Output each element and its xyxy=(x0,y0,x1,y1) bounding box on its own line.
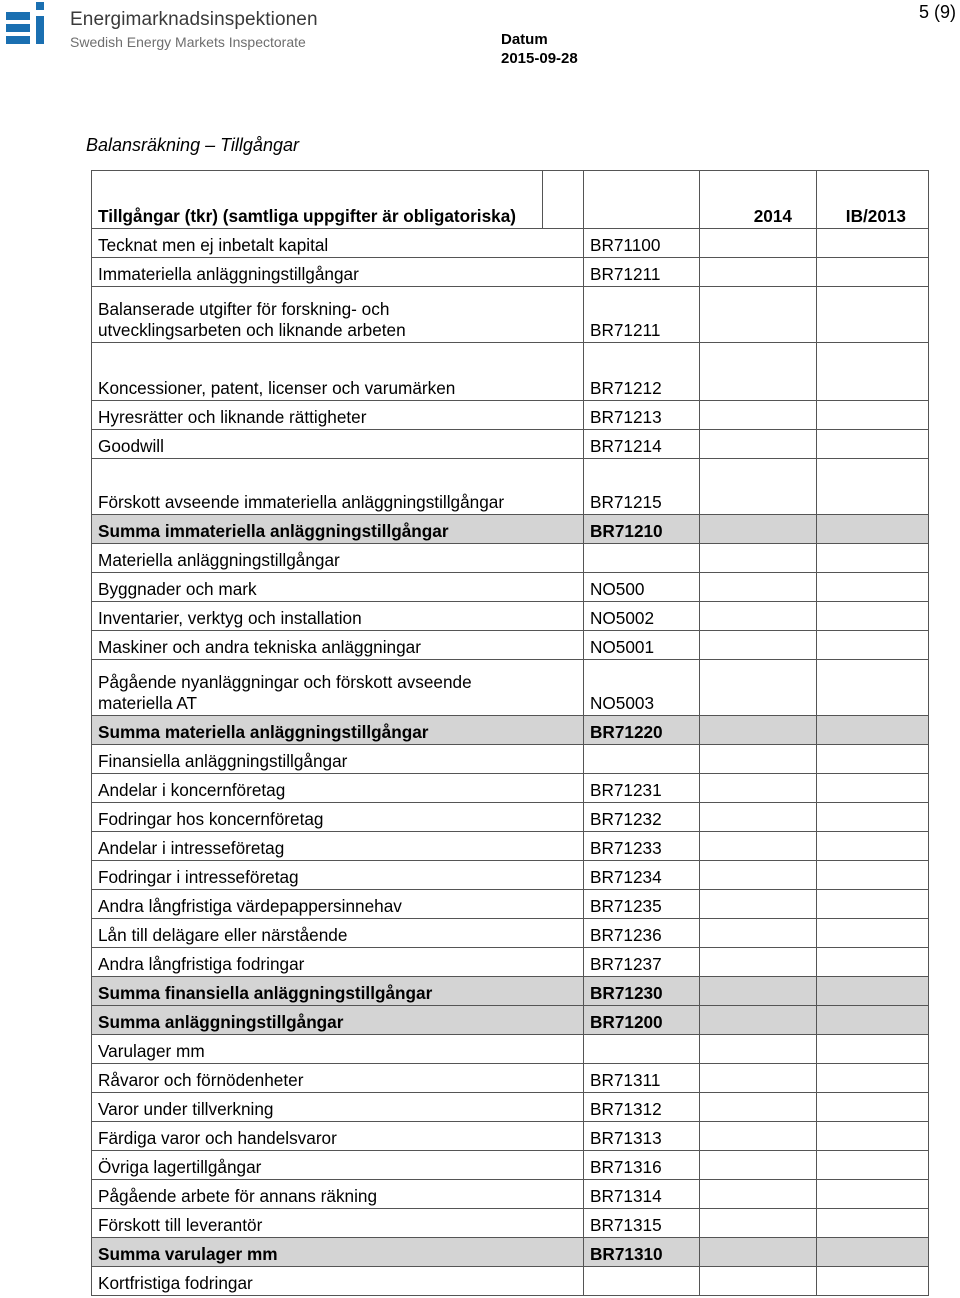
row-label: Fodringar hos koncernföretag xyxy=(92,803,584,832)
row-code: BR71232 xyxy=(584,803,700,832)
row-value-2014 xyxy=(700,401,817,430)
row-label: Varulager mm xyxy=(92,1035,584,1064)
row-code: BR71212 xyxy=(584,343,700,401)
row-value-2014 xyxy=(700,343,817,401)
row-value-ib2013 xyxy=(817,287,929,343)
row-code: BR71237 xyxy=(584,948,700,977)
date-label: Datum xyxy=(501,31,548,48)
table-row xyxy=(92,401,929,430)
row-value-ib2013 xyxy=(817,861,929,890)
row-value-ib2013 xyxy=(817,660,929,716)
table-row xyxy=(92,1209,929,1238)
row-code: BR71234 xyxy=(584,861,700,890)
row-code: BR71200 xyxy=(584,1006,700,1035)
row-code: NO500 xyxy=(584,573,700,602)
header-ib2013: IB/2013 xyxy=(817,171,929,229)
row-code: NO5003 xyxy=(584,660,700,716)
row-value-2014 xyxy=(700,803,817,832)
row-label: Hyresrätter och liknande rättigheter xyxy=(92,401,584,430)
row-code: BR71313 xyxy=(584,1122,700,1151)
row-value-ib2013 xyxy=(817,459,929,515)
row-value-ib2013 xyxy=(817,1209,929,1238)
table-row xyxy=(92,1064,929,1093)
row-value-ib2013 xyxy=(817,977,929,1006)
row-value-2014 xyxy=(700,1180,817,1209)
row-value-ib2013 xyxy=(817,229,929,258)
row-value-2014 xyxy=(700,745,817,774)
row-value-ib2013 xyxy=(817,1006,929,1035)
row-value-ib2013 xyxy=(817,1238,929,1267)
table-row xyxy=(92,430,929,459)
row-value-2014 xyxy=(700,1006,817,1035)
table-row xyxy=(92,1122,929,1151)
header-code xyxy=(584,171,700,229)
row-label: Andra långfristiga fodringar xyxy=(92,948,584,977)
row-value-2014 xyxy=(700,229,817,258)
header-2014: 2014 xyxy=(700,171,817,229)
row-label: Pågående arbete för annans räkning xyxy=(92,1180,584,1209)
table-row xyxy=(92,343,929,401)
row-value-ib2013 xyxy=(817,803,929,832)
table-row xyxy=(92,573,929,602)
row-label: Övriga lagertillgångar xyxy=(92,1151,584,1180)
table-row xyxy=(92,832,929,861)
row-value-2014 xyxy=(700,1238,817,1267)
row-value-2014 xyxy=(700,861,817,890)
row-code: BR71233 xyxy=(584,832,700,861)
row-label: Balanserade utgifter för forskning- och utvecklingsarbeten och liknande arbeten xyxy=(92,287,584,343)
row-value-ib2013 xyxy=(817,602,929,631)
row-label: Lån till delägare eller närstående xyxy=(92,919,584,948)
row-label: Tecknat men ej inbetalt kapital xyxy=(92,229,584,258)
row-value-2014 xyxy=(700,544,817,573)
row-code: BR71230 xyxy=(584,977,700,1006)
row-code: BR71311 xyxy=(584,1064,700,1093)
row-value-2014 xyxy=(700,716,817,745)
logo-icon xyxy=(6,2,58,48)
row-value-ib2013 xyxy=(817,1064,929,1093)
row-value-2014 xyxy=(700,631,817,660)
row-value-ib2013 xyxy=(817,631,929,660)
table-row xyxy=(92,1151,929,1180)
row-value-ib2013 xyxy=(817,716,929,745)
row-label: Materiella anläggningstillgångar xyxy=(92,544,584,573)
row-label: Inventarier, verktyg och installation xyxy=(92,602,584,631)
table-row xyxy=(92,803,929,832)
row-label: Immateriella anläggningstillgångar xyxy=(92,258,584,287)
table-row xyxy=(92,229,929,258)
row-value-2014 xyxy=(700,287,817,343)
table-row xyxy=(92,861,929,890)
row-code xyxy=(584,544,700,573)
row-value-2014 xyxy=(700,258,817,287)
row-value-ib2013 xyxy=(817,745,929,774)
row-code: BR71210 xyxy=(584,515,700,544)
row-code: BR71236 xyxy=(584,919,700,948)
row-value-2014 xyxy=(700,1093,817,1122)
row-label: Varor under tillverkning xyxy=(92,1093,584,1122)
row-value-2014 xyxy=(700,977,817,1006)
row-value-2014 xyxy=(700,1151,817,1180)
row-label: Summa materiella anläggningstillgångar xyxy=(92,716,584,745)
row-label: Förskott till leverantör xyxy=(92,1209,584,1238)
row-value-2014 xyxy=(700,832,817,861)
row-value-2014 xyxy=(700,660,817,716)
table-row xyxy=(92,977,929,1006)
row-label: Summa finansiella anläggningstillgångar xyxy=(92,977,584,1006)
row-code: BR71211 xyxy=(584,287,700,343)
row-label: Fodringar i intresseföretag xyxy=(92,861,584,890)
row-code: BR71315 xyxy=(584,1209,700,1238)
table-row xyxy=(92,602,929,631)
header-label: Tillgångar (tkr) (samtliga uppgifter är obligatoriska) xyxy=(92,171,543,229)
table-row xyxy=(92,459,929,515)
row-value-ib2013 xyxy=(817,343,929,401)
table-row xyxy=(92,631,929,660)
table-row xyxy=(92,1238,929,1267)
row-code: NO5001 xyxy=(584,631,700,660)
row-value-ib2013 xyxy=(817,544,929,573)
row-value-2014 xyxy=(700,1064,817,1093)
row-value-2014 xyxy=(700,919,817,948)
row-label: Goodwill xyxy=(92,430,584,459)
row-value-2014 xyxy=(700,430,817,459)
row-code: BR71231 xyxy=(584,774,700,803)
row-code: BR71312 xyxy=(584,1093,700,1122)
row-label: Finansiella anläggningstillgångar xyxy=(92,745,584,774)
table-row xyxy=(92,1267,929,1296)
row-value-2014 xyxy=(700,1209,817,1238)
table-row xyxy=(92,948,929,977)
row-value-2014 xyxy=(700,948,817,977)
row-label: Färdiga varor och handelsvaror xyxy=(92,1122,584,1151)
row-value-ib2013 xyxy=(817,258,929,287)
page-number: 5 (9) xyxy=(918,2,956,22)
assets-table xyxy=(91,170,929,1296)
org-subtitle: Swedish Energy Markets Inspectorate xyxy=(70,34,306,50)
header-spacer xyxy=(543,171,584,229)
row-code: BR71211 xyxy=(584,258,700,287)
table-row xyxy=(92,1180,929,1209)
table-row xyxy=(92,258,929,287)
row-value-2014 xyxy=(700,890,817,919)
table-row xyxy=(92,1093,929,1122)
table-row xyxy=(92,919,929,948)
row-code: BR71235 xyxy=(584,890,700,919)
row-label: Summa anläggningstillgångar xyxy=(92,1006,584,1035)
table-row xyxy=(92,1006,929,1035)
row-value-ib2013 xyxy=(817,1151,929,1180)
row-label: Koncessioner, patent, licenser och varumärken xyxy=(92,343,584,401)
table-row xyxy=(92,774,929,803)
table-row xyxy=(92,1035,929,1064)
table-row xyxy=(92,745,929,774)
table-row xyxy=(92,716,929,745)
row-label: Pågående nyanläggningar och förskott avseende materiella AT xyxy=(92,660,584,716)
row-value-2014 xyxy=(700,573,817,602)
row-label: Summa immateriella anläggningstillgångar xyxy=(92,515,584,544)
row-label: Summa varulager mm xyxy=(92,1238,584,1267)
row-value-ib2013 xyxy=(817,1180,929,1209)
row-code: BR71213 xyxy=(584,401,700,430)
row-value-ib2013 xyxy=(817,774,929,803)
row-value-ib2013 xyxy=(817,948,929,977)
row-value-ib2013 xyxy=(817,515,929,544)
row-code xyxy=(584,1267,700,1296)
row-label: Kortfristiga fodringar xyxy=(92,1267,584,1296)
row-code: BR71215 xyxy=(584,459,700,515)
row-value-2014 xyxy=(700,515,817,544)
row-code xyxy=(584,1035,700,1064)
row-label: Byggnader och mark xyxy=(92,573,584,602)
table-row xyxy=(92,287,929,343)
row-value-ib2013 xyxy=(817,1093,929,1122)
row-value-ib2013 xyxy=(817,1267,929,1296)
row-code: NO5002 xyxy=(584,602,700,631)
date-value: 2015-09-28 xyxy=(501,50,578,67)
row-value-2014 xyxy=(700,1267,817,1296)
row-code: BR71316 xyxy=(584,1151,700,1180)
org-name: Energimarknadsinspektionen xyxy=(70,9,318,30)
row-value-2014 xyxy=(700,1035,817,1064)
row-value-2014 xyxy=(700,459,817,515)
table-row xyxy=(92,660,929,716)
row-label: Andelar i koncernföretag xyxy=(92,774,584,803)
row-value-2014 xyxy=(700,602,817,631)
row-value-2014 xyxy=(700,1122,817,1151)
row-value-ib2013 xyxy=(817,430,929,459)
row-value-ib2013 xyxy=(817,890,929,919)
row-value-ib2013 xyxy=(817,1122,929,1151)
assets-table-body xyxy=(92,171,929,1296)
section-title: Balansräkning – Tillgångar xyxy=(86,135,299,155)
row-value-ib2013 xyxy=(817,573,929,602)
row-code xyxy=(584,745,700,774)
table-row xyxy=(92,890,929,919)
row-value-ib2013 xyxy=(817,832,929,861)
row-code: BR71220 xyxy=(584,716,700,745)
table-row xyxy=(92,515,929,544)
row-code: BR71214 xyxy=(584,430,700,459)
row-label: Andra långfristiga värdepappersinnehav xyxy=(92,890,584,919)
row-value-ib2013 xyxy=(817,1035,929,1064)
row-value-ib2013 xyxy=(817,401,929,430)
row-label: Förskott avseende immateriella anläggningstillgångar xyxy=(92,459,584,515)
row-label: Maskiner och andra tekniska anläggningar xyxy=(92,631,584,660)
row-value-2014 xyxy=(700,774,817,803)
row-label: Råvaror och förnödenheter xyxy=(92,1064,584,1093)
row-label: Andelar i intresseföretag xyxy=(92,832,584,861)
row-code: BR71100 xyxy=(584,229,700,258)
table-header-row xyxy=(92,171,929,229)
table-row xyxy=(92,544,929,573)
row-code: BR71310 xyxy=(584,1238,700,1267)
row-code: BR71314 xyxy=(584,1180,700,1209)
row-value-ib2013 xyxy=(817,919,929,948)
